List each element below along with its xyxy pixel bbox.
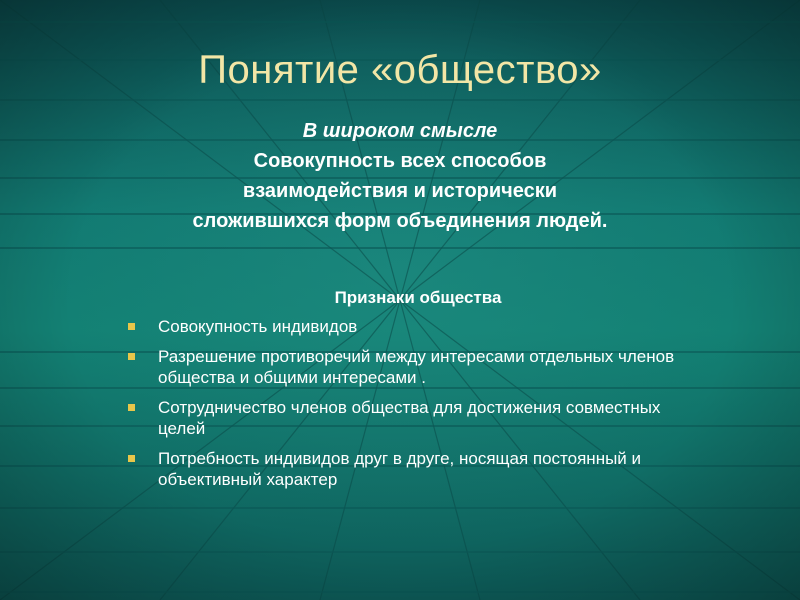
square-bullet-icon	[128, 455, 135, 462]
features-list	[128, 316, 708, 490]
definition-heading: В широком смысле	[302, 120, 498, 142]
list-item	[128, 346, 708, 388]
features-heading: Признаки общества	[334, 288, 502, 307]
definition-line: Совокупность всех способов	[253, 150, 547, 172]
definition-block	[100, 116, 700, 236]
slide-title: Понятие «общество»	[198, 48, 602, 92]
list-item-text: Совокупность индивидов	[158, 317, 358, 336]
list-item-text: Разрешение противоречий между интересами отдельных членов общества и общими интересами .	[158, 347, 675, 387]
square-bullet-icon	[128, 323, 135, 330]
list-item-text: Сотрудничество членов общества для достижения совместных целей	[158, 398, 661, 438]
definition-line: взаимодействия и исторически	[242, 180, 558, 202]
square-bullet-icon	[128, 404, 135, 411]
list-item	[128, 448, 708, 490]
list-item	[128, 397, 708, 439]
definition-line: сложившихся форм объединения людей.	[192, 210, 608, 232]
list-item-text: Потребность индивидов друг в друге, носящая постоянный и объективный характер	[158, 449, 642, 489]
square-bullet-icon	[128, 353, 135, 360]
list-item	[128, 316, 708, 337]
features-section	[128, 288, 708, 499]
